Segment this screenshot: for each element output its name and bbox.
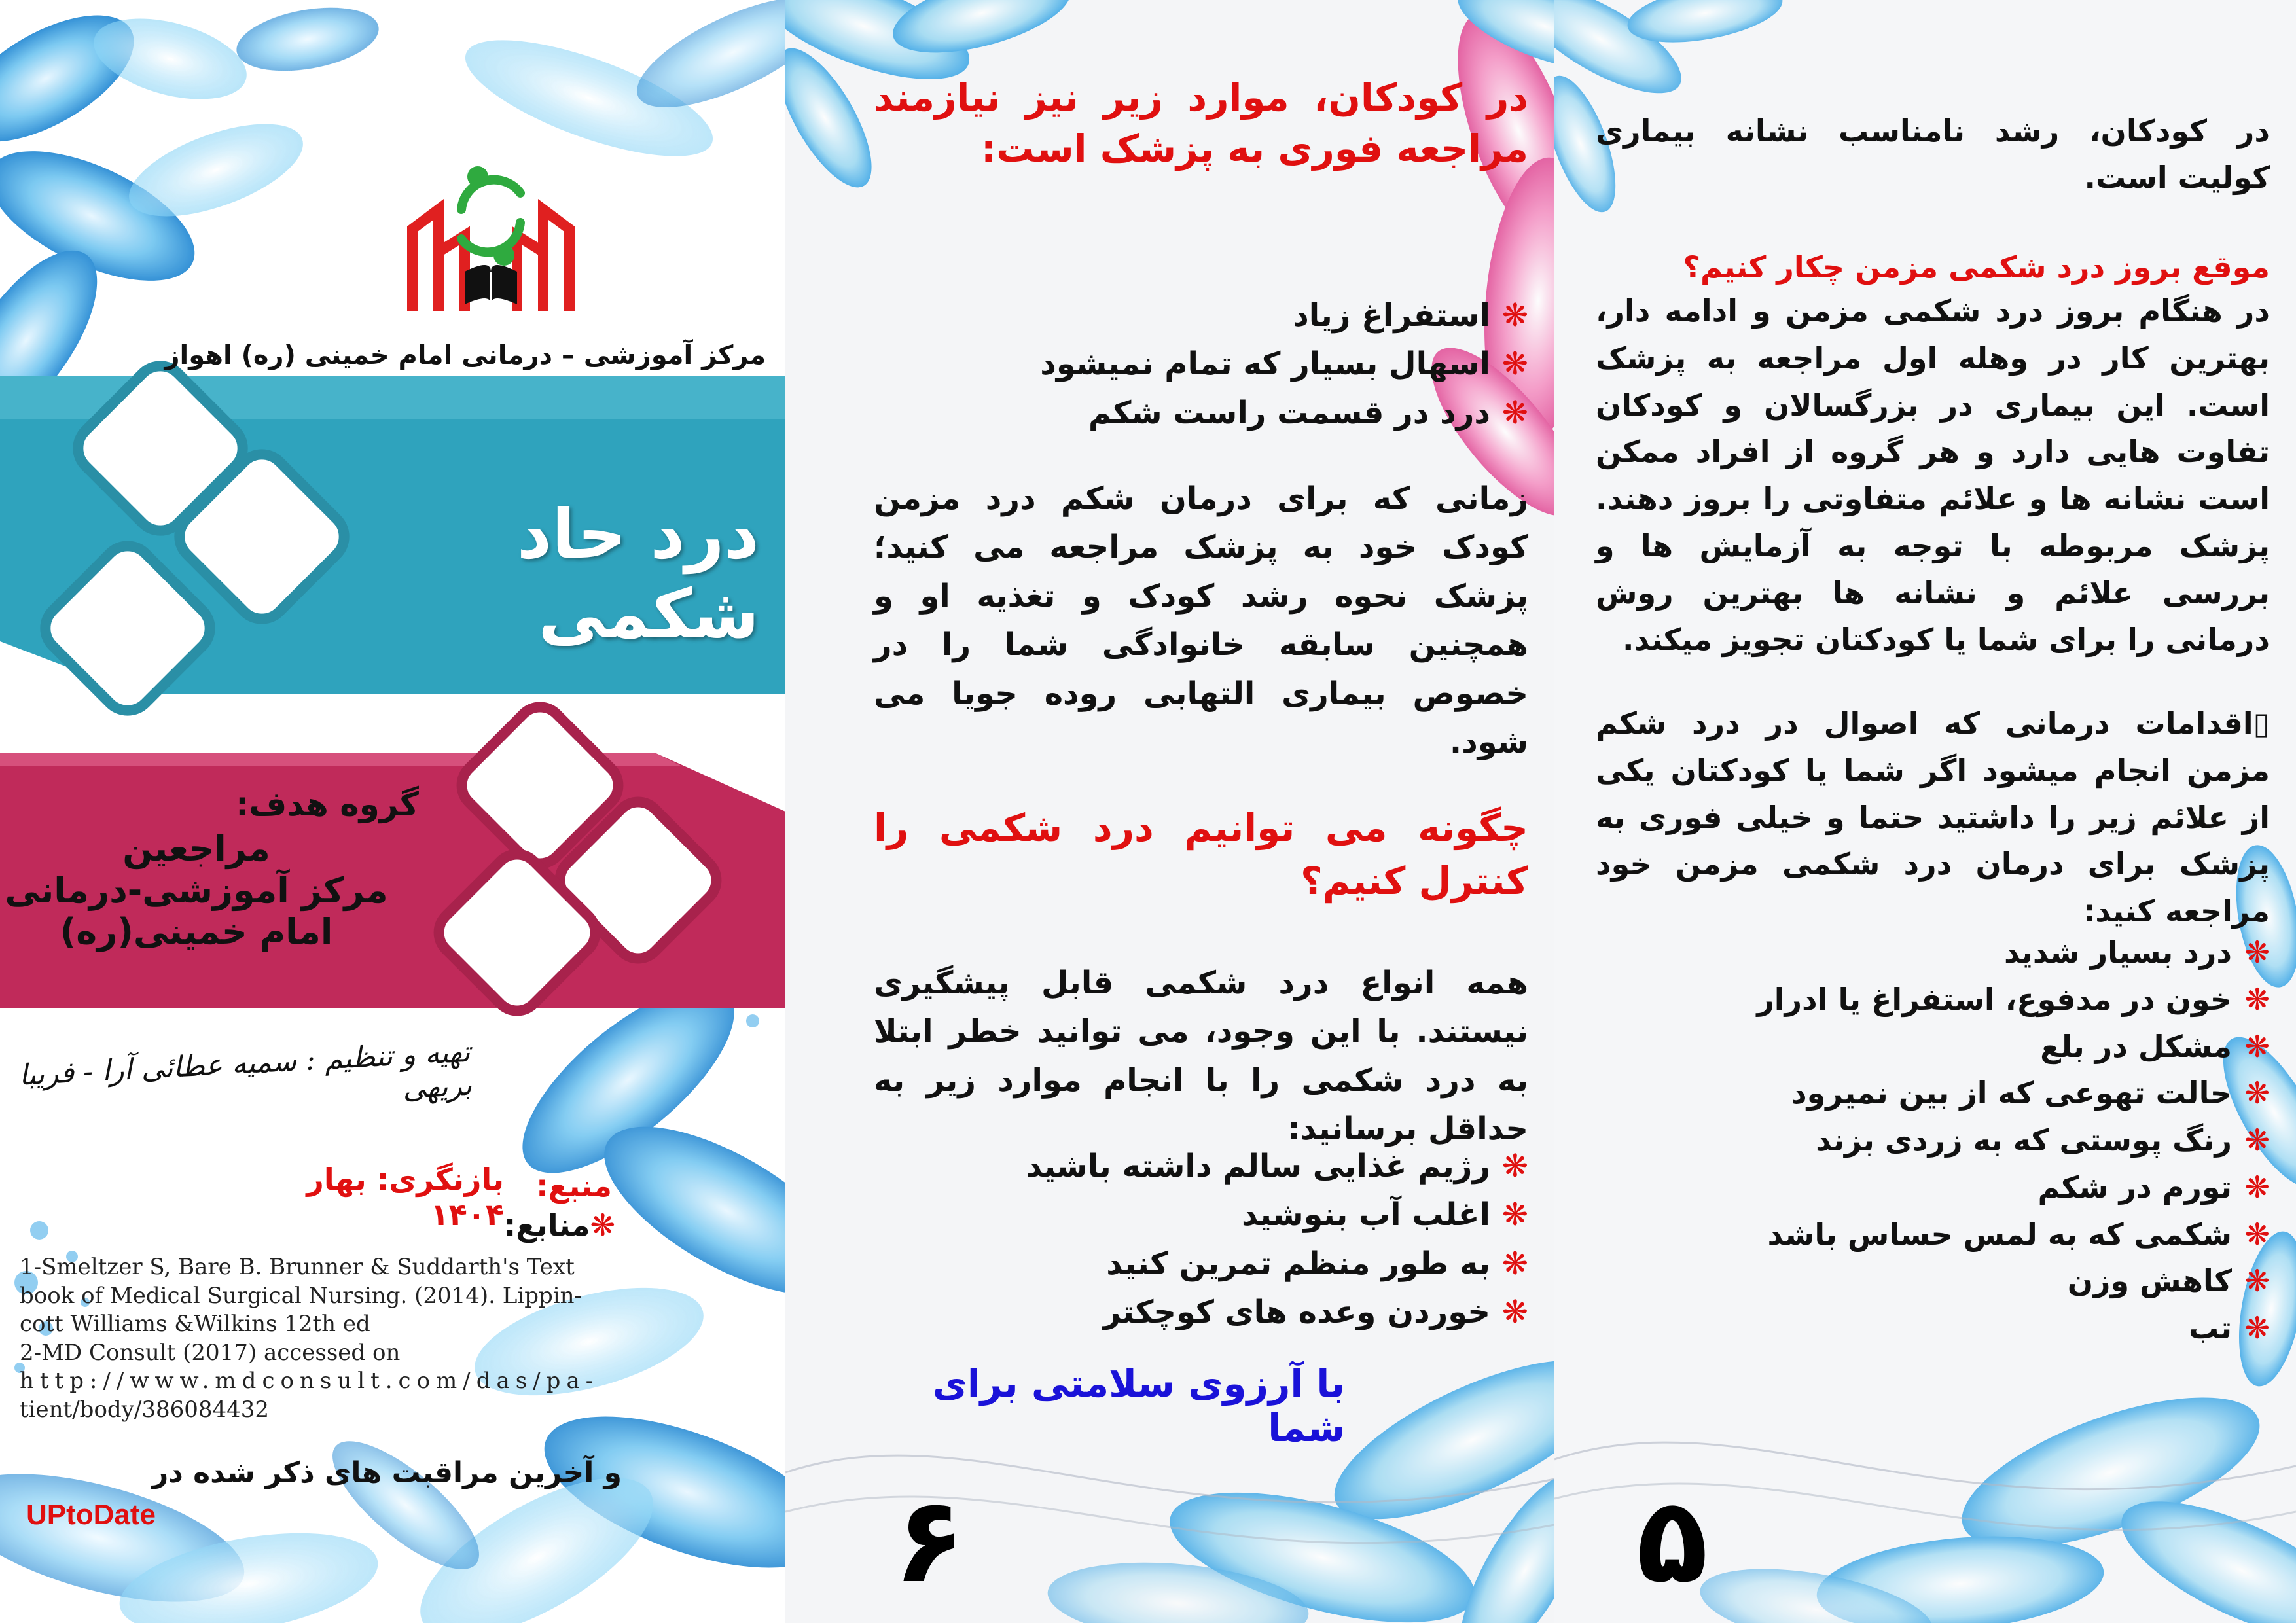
target-group-lines — [0, 828, 393, 953]
target-group-label: گروه هدف: — [236, 785, 419, 823]
list-item: ❋ تب — [1596, 1305, 2270, 1352]
list-item: ❋ مشکل در بلع — [1596, 1024, 2270, 1071]
bullet-icon: ❋ — [1501, 1196, 1528, 1234]
bullet-icon: ❋ — [2244, 1263, 2270, 1299]
bullet-icon: ❋ — [1501, 346, 1528, 383]
reference-line-3: cott Williams &Wilkins 12th ed — [20, 1311, 370, 1338]
latest-care-note: و آخرین مراقبت های ذکر شده در — [151, 1456, 622, 1489]
target-group-line-3: امام خمینی(ره) — [60, 911, 333, 953]
intro-text: در کودکان، رشد نامناسب نشانه بیماری کولیت است. — [1596, 113, 2270, 196]
list-item: ❋ شکمی که به لمس حساس باشد — [1596, 1211, 2270, 1258]
reference-line-5: http://www.mdconsult.com/das/pa- — [20, 1368, 600, 1395]
page-number: ۵ — [1636, 1472, 1708, 1609]
chronic-heading: موقع بروز درد شکمی مزمن چکار کنیم؟ — [1683, 249, 2270, 285]
list-item: ❋ درد بسیار شدید — [1596, 929, 2270, 976]
list-item: ❋ به طور منظم تمرین کنید — [874, 1240, 1528, 1288]
reference-line-4: 2-MD Consult (2017) accessed on — [20, 1339, 401, 1366]
page-number: ۶ — [893, 1472, 965, 1609]
list-item: ❋ اسهال بسیار که تمام نمیشود — [874, 340, 1528, 388]
list-item: ❋ تورم در شکم — [1596, 1164, 2270, 1211]
source-label: منبع: — [536, 1168, 612, 1204]
bullet-icon: ❋ — [2244, 1122, 2270, 1158]
book-people-logo-icon — [399, 147, 583, 314]
reference-line-6: tient/body/386084432 — [20, 1396, 270, 1423]
reference-line-2: book of Medical Surgical Nursing. (2014). Lippin- — [20, 1282, 583, 1309]
bullet-icon: ❋ — [1501, 394, 1528, 431]
references — [20, 1253, 609, 1424]
prevention-list — [874, 1142, 1528, 1337]
list-item: ❋ رژیم غذایی سالم داشته باشید — [874, 1142, 1528, 1190]
control-heading: چگونه می توانیم درد شکمی را کنترل کنیم؟ — [874, 806, 1528, 904]
list-item: ❋ کاهش وزن — [1596, 1258, 2270, 1305]
list-item: ❋ درد در قسمت راست شکم — [874, 389, 1528, 437]
brochure-title: درد حاد شکمی — [516, 494, 759, 654]
bullet-icon: ❋ — [2244, 1028, 2270, 1064]
sources-bullet-icon: ❋ — [590, 1207, 615, 1243]
bullet-icon: ❋ — [2244, 1169, 2270, 1205]
page-five-panel — [1554, 0, 2296, 1623]
bullet-icon: ❋ — [2244, 1216, 2270, 1252]
chronic-paragraph: در هنگام بروز درد شکمی مزمن و ادامه دار، بهترین کار در وهله اول مراجعه به پزشک است. این بیماری در بزرگسالان و کودکان تفاوت هایی دارد و هر گروه از افراد ممکن است نشانه ها و علائم متفاوتی را بروز دهند. پزشک مربوطه با توجه به آزمایش ها و بررسی علائم و نشانه ها بهترین روش درمانی را برای شما یا کودکتان تجویز میکند. — [1596, 293, 2270, 658]
actions-paragraph: ▯اقدامات درمانی که اصوال در درد شکم مزمن انجام میشود اگر شما یا کودکتان یکی از علائم زیر را داشتید حتما و خیلی فوری به پزشک برای درمان درد شکمی مزمن خود مراجعه کنید: — [1596, 705, 2270, 929]
urgent-heading: در کودکان، موارد زیر نیز نیازمند مراجعه فوری به پزشک است: — [874, 75, 1528, 171]
list-item: ❋ حالت تهوعی که از بین نمیرود — [1596, 1070, 2270, 1117]
actions-marker-icon: ▯ — [2253, 705, 2270, 741]
revision-date: بازنگری: بهار ۱۴۰۴ — [306, 1162, 504, 1232]
page-six-panel — [785, 0, 1554, 1623]
visit-paragraph: زمانی که برای درمان شکم درد مزمن کودک خود به پزشک مراجعه می کنید؛ پزشک نحوه رشد کودک و تغذیه او و همچنین سابقه خانوادگی شما را در خصوص بیماری التهابی روده جویا می شود. — [874, 480, 1528, 760]
control-paragraph: همه انواع درد شکمی قابل پیشگیری نیستند. با این وجود، می توانید خطر ابتلا به درد شکمی را با انجام موارد زیر به حداقل برسانید: — [874, 965, 1528, 1148]
wish-text: با آرزوی سلامتی برای شما — [932, 1361, 1345, 1450]
center-name: مرکز آموزشی – درمانی امام خمینی (ره) اهواز — [164, 340, 766, 370]
list-item: ❋ استفراغ زیاد — [874, 291, 1528, 340]
bullet-icon: ❋ — [2244, 981, 2270, 1017]
list-item: ❋ خوردن وعده های کوچکتر — [874, 1288, 1528, 1336]
list-item: ❋ رنگ پوستی که به زردی بزند — [1596, 1117, 2270, 1164]
uptodate-label: UPtoDate — [26, 1499, 156, 1531]
list-item: ❋ اغلب آب بنوشید — [874, 1190, 1528, 1239]
bullet-icon: ❋ — [1501, 297, 1528, 334]
bullet-icon: ❋ — [2244, 1310, 2270, 1346]
bullet-icon: ❋ — [1501, 1148, 1528, 1185]
sources-label: ❋منابع: — [503, 1207, 615, 1243]
symptom-list — [1596, 929, 2270, 1352]
list-item: ❋ خون در مدفوع، استفراغ یا ادرار — [1596, 976, 2270, 1024]
cover-panel — [0, 0, 785, 1623]
reference-line-1: 1-Smeltzer S, Bare B. Brunner & Suddarth's Text — [20, 1254, 575, 1280]
bullet-icon: ❋ — [1501, 1294, 1528, 1331]
bullet-icon: ❋ — [2244, 935, 2270, 970]
authors: تهیه و تنظیم : سمیه عطائی آرا - فریبا بریهی — [18, 1035, 473, 1106]
target-group-line-2: مرکز آموزشی-درمانی — [5, 869, 388, 911]
bullet-icon: ❋ — [2244, 1075, 2270, 1111]
target-group-line-1: مراجعین — [122, 828, 270, 869]
bullet-icon: ❋ — [1501, 1245, 1528, 1282]
urgent-list — [874, 291, 1528, 437]
